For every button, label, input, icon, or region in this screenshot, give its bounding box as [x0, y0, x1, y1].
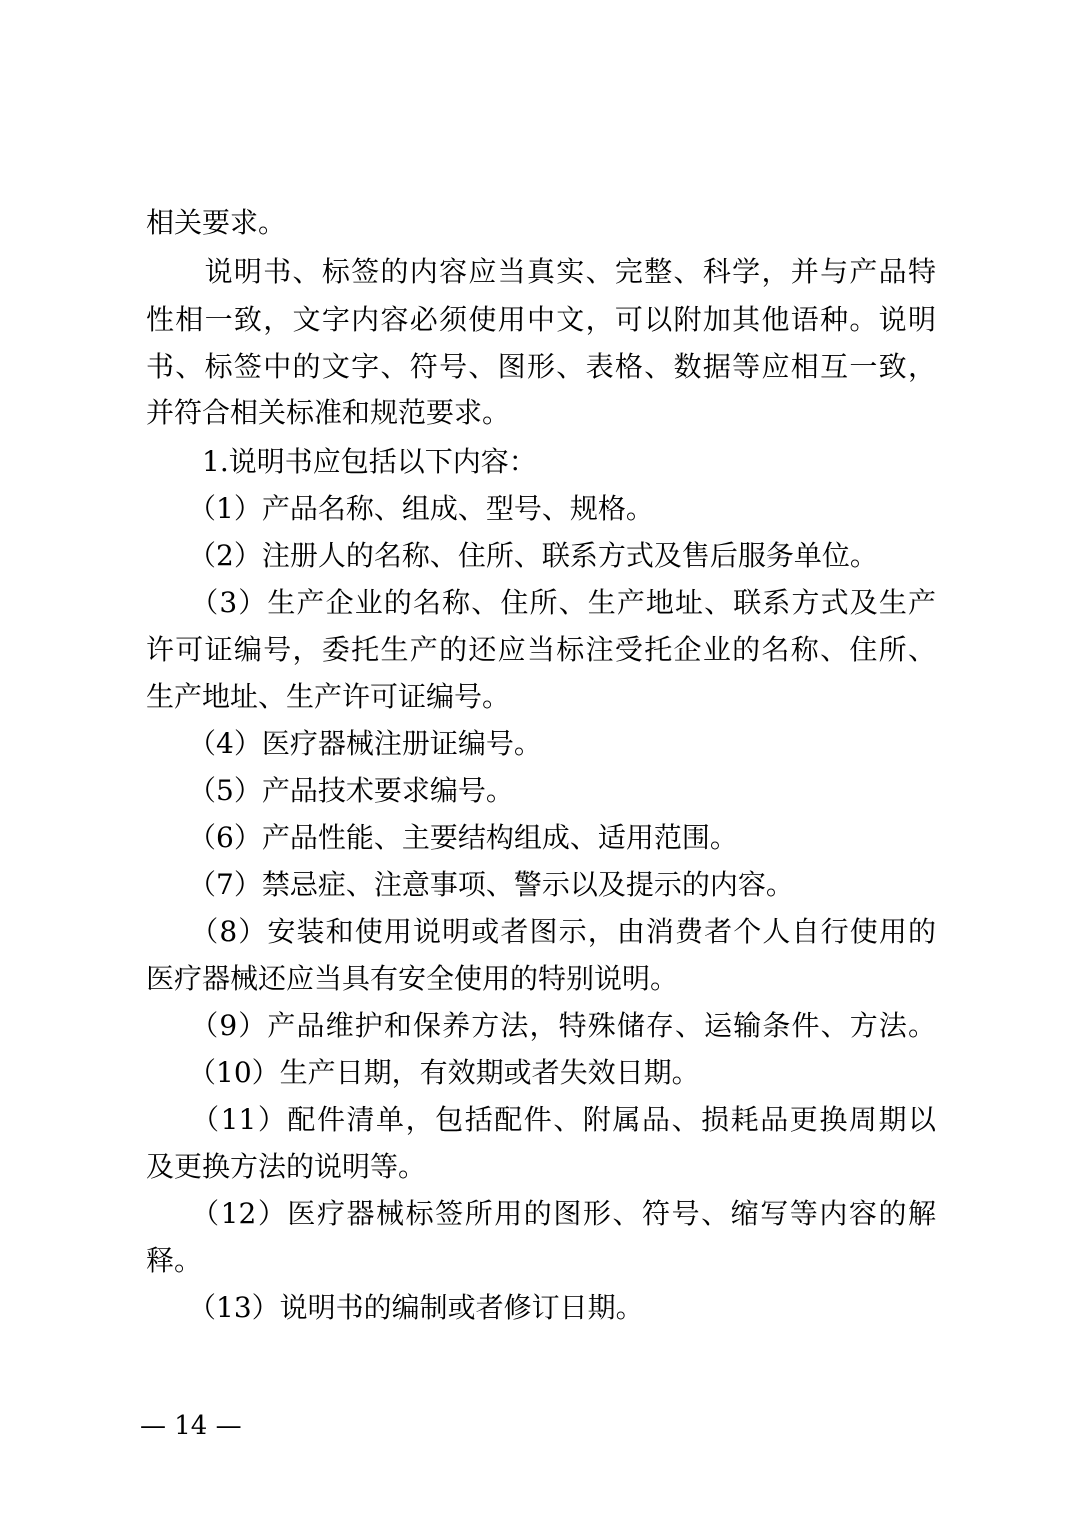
text-line-20: （11）配件清单，包括配件、附属品、损耗品更换周期以: [146, 1103, 936, 1136]
text-line-19: （10）生产日期，有效期或者失效日期。: [146, 1056, 700, 1089]
text-line-23: 释。: [146, 1244, 203, 1277]
text-line-2: 说明书、标签的内容应当真实、完整、科学，并与产品特: [146, 255, 936, 288]
text-line-21: 及更换方法的说明等。: [146, 1150, 427, 1183]
text-line-11: 生产地址、生产许可证编号。: [146, 680, 511, 713]
text-line-3: 性相一致，文字内容必须使用中文，可以附加其他语种。说明: [146, 303, 936, 336]
text-line-7: （1）产品名称、组成、型号、规格。: [146, 492, 654, 525]
text-line-24: （13）说明书的编制或者修订日期。: [146, 1291, 644, 1324]
text-line-9: （3）生产企业的名称、住所、生产地址、联系方式及生产: [146, 586, 936, 619]
text-line-13: （5）产品技术要求编号。: [146, 774, 514, 807]
text-line-22: （12）医疗器械标签所用的图形、符号、缩写等内容的解: [146, 1197, 936, 1230]
text-line-14: （6）产品性能、主要结构组成、适用范围。: [146, 821, 738, 854]
text-line-8: （2）注册人的名称、住所、联系方式及售后服务单位。: [146, 539, 878, 572]
text-line-18: （9）产品维护和保养方法，特殊储存、运输条件、方法。: [146, 1009, 936, 1042]
text-line-1: 相关要求。: [146, 206, 287, 239]
text-line-5: 并符合相关标准和规范要求。: [146, 396, 511, 429]
text-line-4: 书、标签中的文字、符号、图形、表格、数据等应相互一致，: [146, 350, 936, 383]
page-number: — 14 —: [140, 1411, 242, 1441]
text-line-12: （4）医疗器械注册证编号。: [146, 727, 542, 760]
text-line-15: （7）禁忌症、注意事项、警示以及提示的内容。: [146, 868, 794, 901]
text-line-17: 医疗器械还应当具有安全使用的特别说明。: [146, 962, 679, 995]
text-line-10: 许可证编号，委托生产的还应当标注受托企业的名称、住所、: [146, 633, 936, 666]
text-line-6: 1.说明书应包括以下内容：: [146, 445, 537, 478]
text-line-16: （8）安装和使用说明或者图示，由消费者个人自行使用的: [146, 915, 936, 948]
